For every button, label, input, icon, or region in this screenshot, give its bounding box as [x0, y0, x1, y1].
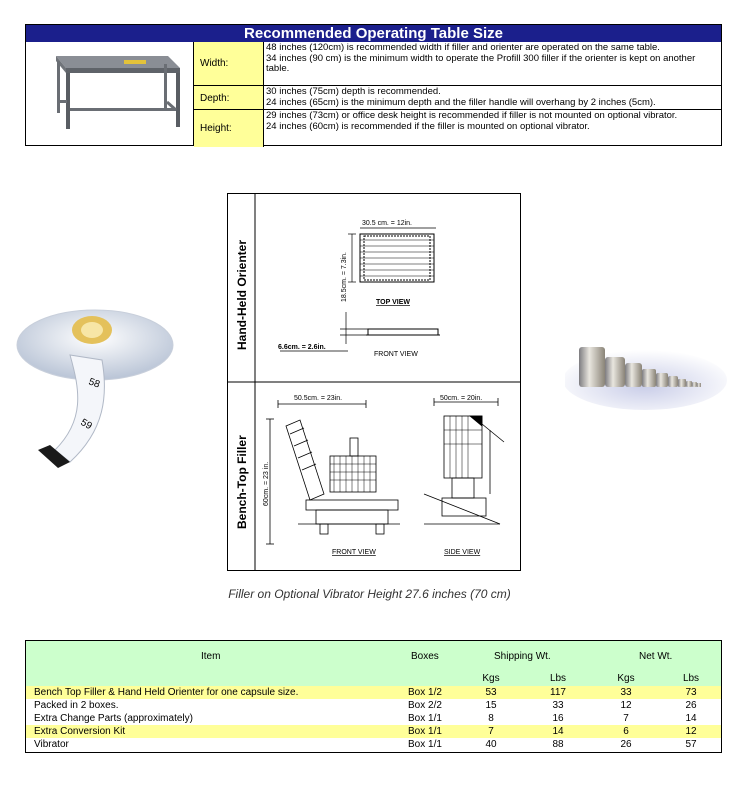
header-net-lbs: Lbs [682, 673, 700, 684]
depth-line-2: 24 inches (65cm) is the minimum depth and the filler handle will overhang by 2 inches (5cm). [266, 96, 656, 108]
orienter-front-view-label: FRONT VIEW [374, 351, 418, 358]
depth-row [194, 85, 721, 110]
filler-width-dim: 50.5cm. = 23in. [294, 395, 343, 402]
measuring-tape-image [10, 300, 175, 470]
header-boxes: Boxes [411, 651, 439, 662]
orienter-height-dim: 6.6cm. = 2.6in. [278, 344, 326, 351]
table-row: Bench Top Filler & Hand Held Orienter for one capsule size. Box 1/2 53 117 33 73 [26, 686, 721, 699]
orienter-top-view [348, 228, 436, 282]
header-net-kgs: Kgs [617, 673, 635, 684]
capsule-cans-image [565, 325, 730, 415]
header-item: Item [201, 651, 221, 662]
table-row: Extra Change Parts (approximately) Box 1/1 8 16 7 14 [34, 713, 697, 724]
height-label: Height: [194, 110, 264, 147]
header-shipping-kgs: Kgs [482, 673, 500, 684]
filler-front-view-label: FRONT VIEW [332, 549, 376, 556]
width-row [194, 42, 721, 85]
header-shipping-wt: Shipping Wt. [494, 651, 551, 662]
table-row: Extra Conversion Kit Box 1/1 7 14 6 12 [26, 725, 721, 738]
work-table-image-cell [26, 42, 194, 145]
filler-front-view [266, 400, 400, 544]
height-line-1: 29 inches (73cm) or office desk height is recommended if filler is not mounted on optional vibrator. [266, 110, 678, 121]
filler-side-width-dim: 50cm. = 20in. [440, 395, 483, 402]
svg-text:59: 59 [78, 417, 94, 433]
filler-side-view [424, 398, 504, 524]
depth-line-1: 30 inches (75cm) depth is recommended. [266, 86, 441, 97]
orienter-depth-dim: 18.5cm. = 7.3in. [341, 251, 348, 302]
hand-held-orienter-label: Hand-Held Orienter [235, 239, 249, 350]
shipping-weight-table [25, 640, 722, 753]
work-table-image [26, 42, 193, 146]
table-title: Recommended Operating Table Size [26, 25, 721, 42]
width-line-2: 34 inches (90 cm) is the minimum width to operate the Profill 300 filler if the orienter is kept on another table. [266, 52, 696, 74]
filler-height-dim: 60cm. = 23 in. [263, 461, 270, 506]
dimension-diagram [227, 193, 521, 571]
width-line-1: 48 inches (120cm) is recommended width if filler and orienter are operated on the same table. [266, 42, 660, 53]
bench-top-filler-label: Bench-Top Filler [235, 435, 249, 529]
top-view-label: TOP VIEW [376, 299, 410, 306]
depth-label: Depth: [194, 86, 264, 110]
weight-table-header [26, 641, 721, 686]
table-row: Packed in 2 boxes. Box 2/2 15 33 12 26 [34, 700, 697, 711]
height-line-2: 24 inches (60cm) is recommended if the filler is mounted on optional vibrator. [266, 120, 590, 132]
svg-text:58: 58 [86, 376, 102, 391]
table-row: Vibrator Box 1/1 40 88 26 57 [34, 739, 697, 750]
filler-side-view-label: SIDE VIEW [444, 549, 481, 556]
operating-table-size-table [25, 24, 722, 146]
vibrator-height-caption: Filler on Optional Vibrator Height 27.6 inches (70 cm) [228, 587, 511, 601]
header-shipping-lbs: Lbs [549, 673, 567, 684]
orienter-width-dim: 30.5 cm. = 12in. [362, 220, 413, 227]
header-net-wt: Net Wt. [639, 651, 673, 662]
width-label: Width: [194, 42, 264, 85]
height-row [194, 109, 721, 147]
